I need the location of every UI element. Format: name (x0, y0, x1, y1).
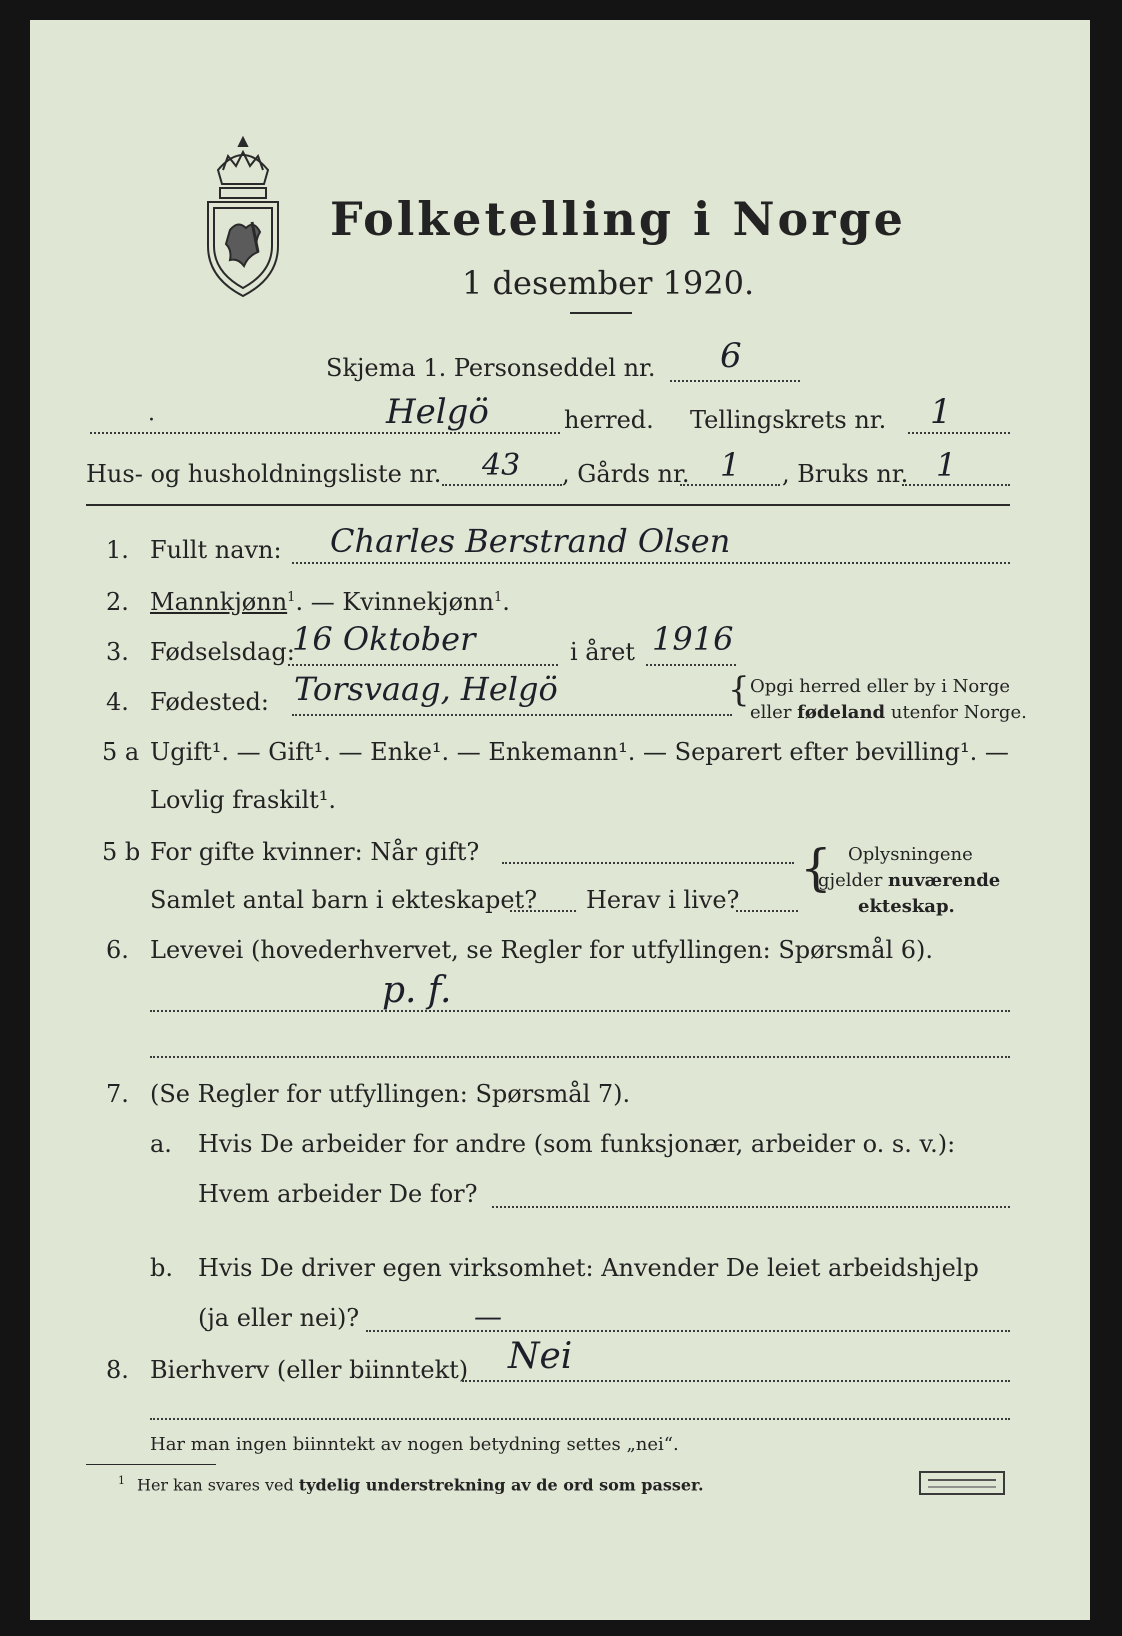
title-divider (570, 312, 632, 314)
q5a-number: 5 a (102, 738, 140, 766)
hus-label: Hus- og husholdningsliste nr. (86, 460, 442, 488)
herred-marker: · (148, 408, 155, 433)
q4-value[interactable]: Torsvaag, Helgö (294, 670, 558, 708)
q2-male-option[interactable]: Mannkjønn (150, 588, 288, 616)
q7a-field-line (492, 1206, 1010, 1208)
hus-value[interactable]: 43 (482, 448, 521, 483)
q4-field-line (292, 714, 732, 716)
q8-label: Bierhverv (eller biinntekt) (150, 1356, 469, 1384)
q5b-note-brace: { (800, 839, 832, 897)
tellingskrets-field-line (908, 432, 1010, 434)
form-title: Folketelling i Norge (330, 192, 906, 246)
q6-number: 6. (106, 936, 129, 964)
q2-end: . (502, 588, 510, 616)
bruks-value[interactable]: 1 (936, 446, 957, 484)
q5b-alive-field-line (736, 910, 798, 912)
q2-rest[interactable]: . — Kvinnekjønn (295, 588, 494, 616)
q5b-note-line3: ekteskap. (858, 896, 955, 917)
q7a-line1: Hvis De arbeider for andre (som funksjonær, arbeider o. s. v.): (198, 1130, 956, 1158)
q5b-number: 5 b (102, 838, 141, 866)
q4-note-line2a: eller (750, 702, 798, 723)
form-subtitle: 1 desember 1920. (462, 264, 755, 302)
q5a-options-line2[interactable]: Lovlig fraskilt¹. (150, 786, 337, 814)
q8-field-line-2 (150, 1418, 1010, 1420)
q7a-line2: Hvem arbeider De for? (198, 1180, 478, 1208)
hus-field-line (442, 484, 562, 486)
gards-value[interactable]: 1 (720, 446, 741, 484)
q2-number: 2. (106, 588, 129, 616)
q7-label: (Se Regler for utfyllingen: Spørsmål 7). (150, 1080, 631, 1108)
norwegian-coat-of-arms-icon (198, 130, 288, 300)
footer-note: Har man ingen biinntekt av nogen betydning settes „nei“. (150, 1434, 679, 1455)
herred-value[interactable]: Helgö (386, 392, 489, 432)
q8-number: 8. (106, 1356, 129, 1384)
q5b-married-field-line (502, 862, 794, 864)
q6-field-line-2 (150, 1056, 1010, 1058)
herred-label: herred. (564, 406, 654, 434)
q4-note-line1: Opgi herred eller by i Norge (750, 676, 1011, 697)
q3-label: Fødselsdag: (150, 638, 295, 666)
personseddel-value[interactable]: 6 (720, 336, 742, 376)
personseddel-field-line (670, 380, 800, 382)
q7a-letter: a. (150, 1130, 172, 1158)
q2-label (150, 588, 510, 616)
q5b-note-line2 (818, 870, 1000, 891)
header-divider (86, 504, 1010, 506)
census-form-page (30, 20, 1090, 1620)
q6-value[interactable]: p. f. (382, 970, 452, 1011)
q1-label: Fullt navn: (150, 536, 282, 564)
footnote-divider (86, 1464, 216, 1465)
q7b-line2: (ja eller nei)? (198, 1304, 360, 1332)
footnote-number: 1 (118, 1474, 125, 1487)
schema-label: Skjema 1. Personseddel nr. (326, 354, 656, 382)
q4-note-line2b: fødeland (797, 702, 886, 723)
tellingskrets-value[interactable]: 1 (930, 392, 952, 432)
q4-note-line2c: utenfor Norge. (885, 702, 1027, 723)
footnote-text-b: tydelig understrekning av de ord som passer. (298, 1475, 704, 1495)
q5b-line2b: Herav i live? (586, 886, 740, 914)
gards-label: , Gårds nr. (562, 460, 690, 488)
tellingskrets-label: Tellingskrets nr. (690, 406, 887, 434)
q5b-line1: For gifte kvinner: Når gift? (150, 838, 480, 866)
q6-label: Levevei (hovederhvervet, se Regler for utfyllingen: Spørsmål 6). (150, 936, 934, 964)
footnote (118, 1474, 704, 1494)
q7b-value[interactable]: — (474, 1300, 502, 1333)
q3-number: 3. (106, 638, 129, 666)
q3-year-value[interactable]: 1916 (652, 620, 734, 658)
q3-field-line (288, 664, 558, 666)
herred-field-line (90, 432, 560, 434)
q7b-field-line (366, 1330, 1010, 1332)
q4-label: Fødested: (150, 688, 269, 716)
footnote-text-a: Her kan svares ved (137, 1475, 299, 1495)
q2-sup-1: 1 (287, 590, 296, 605)
q4-number: 4. (106, 688, 129, 716)
q4-note-line2 (750, 702, 1027, 723)
q5b-note-line2a: gjelder (818, 870, 889, 891)
q5b-line2: Samlet antal barn i ekteskapet? (150, 886, 538, 914)
q4-note-brace: { (728, 670, 750, 710)
printer-stamp-icon (918, 1470, 1006, 1496)
q5a-options[interactable]: Ugift¹. — Gift¹. — Enke¹. — Enkemann¹. — Separert efter bevilling¹. — (150, 738, 1009, 766)
q5b-note-line2b: nuværende (888, 870, 1001, 891)
q3-year-label: i året (570, 638, 635, 666)
q5b-note-line1: Oplysningene (848, 844, 973, 865)
bruks-field-line (902, 484, 1010, 486)
q1-number: 1. (106, 536, 129, 564)
gards-field-line (680, 484, 780, 486)
q6-field-line-1 (150, 1010, 1010, 1012)
q8-field-line (462, 1380, 1010, 1382)
q3-value[interactable]: 16 Oktober (292, 620, 476, 658)
q2-sup-2: 1 (493, 590, 503, 605)
q7-number: 7. (106, 1080, 129, 1108)
q5b-children-field-line (510, 910, 576, 912)
q3-year-field-line (646, 664, 736, 666)
q1-field-line (292, 562, 1010, 564)
bruks-label: , Bruks nr. (782, 460, 909, 488)
q1-value[interactable]: Charles Berstrand Olsen (330, 522, 731, 560)
q7b-letter: b. (150, 1254, 173, 1282)
q8-value[interactable]: Nei (508, 1336, 573, 1377)
q7b-line1: Hvis De driver egen virksomhet: Anvender De leiet arbeidshjelp (198, 1254, 979, 1282)
